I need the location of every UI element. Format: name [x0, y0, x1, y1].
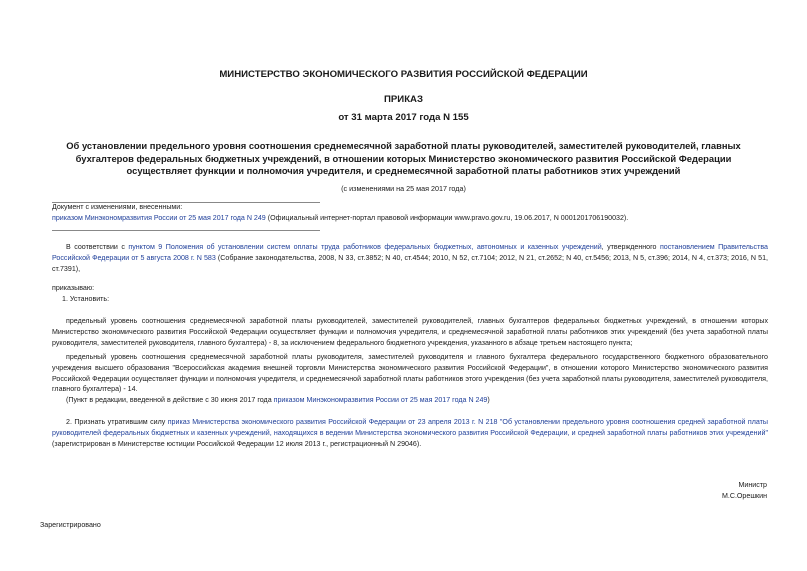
divider-bottom: [52, 230, 320, 231]
signature-name: М.С.Орешкин: [721, 492, 767, 500]
changes-line: [52, 213, 628, 224]
ministry-name: МИНИСТЕРСТВО ЭКОНОМИЧЕСКОГО РАЗВИТИЯ РОССИЙСКОЙ ФЕДЕРАЦИИ: [219, 69, 588, 80]
order-word: приказываю:: [52, 284, 95, 292]
item-2-text-pre: 2. Признать утратившим силу: [66, 418, 168, 426]
changes-tail: (Официальный интернет-портал правовой информации www.pravo.gov.ru, 19.06.2017, N 0001201706190032).: [265, 214, 629, 222]
document-title: Об установлении предельного уровня соотношения среднемесячной заработной платы руководителей, заместителей руководителей, главных бухгалтеров федеральных бюджетных учреждений, в отношении которых Министерство экономического развития Российской Федерации осуществляет функции и полномочия учредителя, и среднемесячной заработной платы работников этих учреждений: [66, 140, 741, 177]
preamble-text-1: В соответствии с: [66, 243, 129, 251]
preamble-link-2[interactable]: постановлением Правительства Российской Федерации от 5 августа 2008 г. N 583: [52, 243, 768, 262]
document-date-number: от 31 марта 2017 года N 155: [338, 112, 469, 123]
amendment-link[interactable]: приказом Минэкономразвития России от 25 мая 2017 года N 249: [273, 396, 488, 404]
changes-label: Документ с изменениями, внесенными:: [52, 203, 183, 211]
item-1-heading: 1. Установить:: [62, 295, 110, 303]
item-2-text-post: (зарегистрирован в Министерстве юстиции Российской Федерации 12 июля 2013 г., регистрационный N 29046).: [52, 439, 422, 448]
paragraph-limit-general: предельный уровень соотношения среднемесячной заработной платы руководителей, заместителей руководителей, главных бухгалтеров федеральных бюджетных учреждений, в отношении которых Министерство экономического развития Российской Федерации осуществляет функции и полномочия учредителя, и среднемесячной заработной платы работников этих учреждений (без учета заработной платы руководителя, заместителей руководителя, главного бухгалтера) - 8, за исключением федерального бюджетного учреждения, указанного в абзаце третьем настоящего пункта;: [52, 317, 768, 347]
document-type: ПРИКАЗ: [384, 94, 423, 105]
registered-label: Зарегистрировано: [40, 521, 101, 529]
paragraph-limit-academy: предельный уровень соотношения среднемесячной заработной платы руководителя, заместителей руководителя и главного бухгалтера федерального государственного бюджетного образовательного учреждения высшего образования "Всероссийская академия внешней торговли Министерства экономического развития Российской Федерации", в отношении которого Министерство экономического развития Российской Федерации осуществляет функции и полномочия учредителя, и среднемесячной заработной платы работников этого учреждения (без учета заработной платы руководителя, заместителей руководителя, главного бухгалтера) - 14.: [52, 353, 768, 394]
preamble-link-1[interactable]: пунктом 9 Положения об установлении систем оплаты труда работников федеральных бюджетных, автономных и казенных учреждений: [128, 243, 602, 251]
amendment-text-pre: (Пункт в редакции, введенной в действие с 30 июня 2017 года: [66, 396, 274, 404]
preamble-text-3: (Собрание законодательства, 2008, N 33, ст.3852; N 40, ст.4544; 2010, N 52, ст.7104; 2012, N 21, ст.2652; N 40, ст.5456; 2013, N 5, ст.396; 2014, N 4, ст.373; 2016, N 51, ст.7391),: [52, 253, 768, 273]
edition-note: (с изменениями на 25 мая 2017 года): [341, 184, 466, 193]
preamble-text-2: , утвержденного: [601, 243, 660, 251]
amendment-note: [52, 395, 490, 406]
preamble-paragraph: [52, 242, 768, 274]
signature-role: Министр: [738, 481, 767, 489]
item-2-link[interactable]: приказ Министерства экономического развития Российской Федерации от 23 апреля 2013 г. N 218 "Об установлении предельного уровня соотношения средней заработной платы руководителей федеральных бюджетных и казенных учреждений, находящихся в ведении Министерства экономического развития Российской Федерации, и средней заработной платы работников этих учреждений": [52, 418, 769, 437]
amendment-text-post: ): [487, 396, 490, 404]
changes-link[interactable]: приказом Минэкономразвития России от 25 мая 2017 года N 249: [52, 214, 266, 222]
item-2-paragraph: [52, 417, 768, 449]
